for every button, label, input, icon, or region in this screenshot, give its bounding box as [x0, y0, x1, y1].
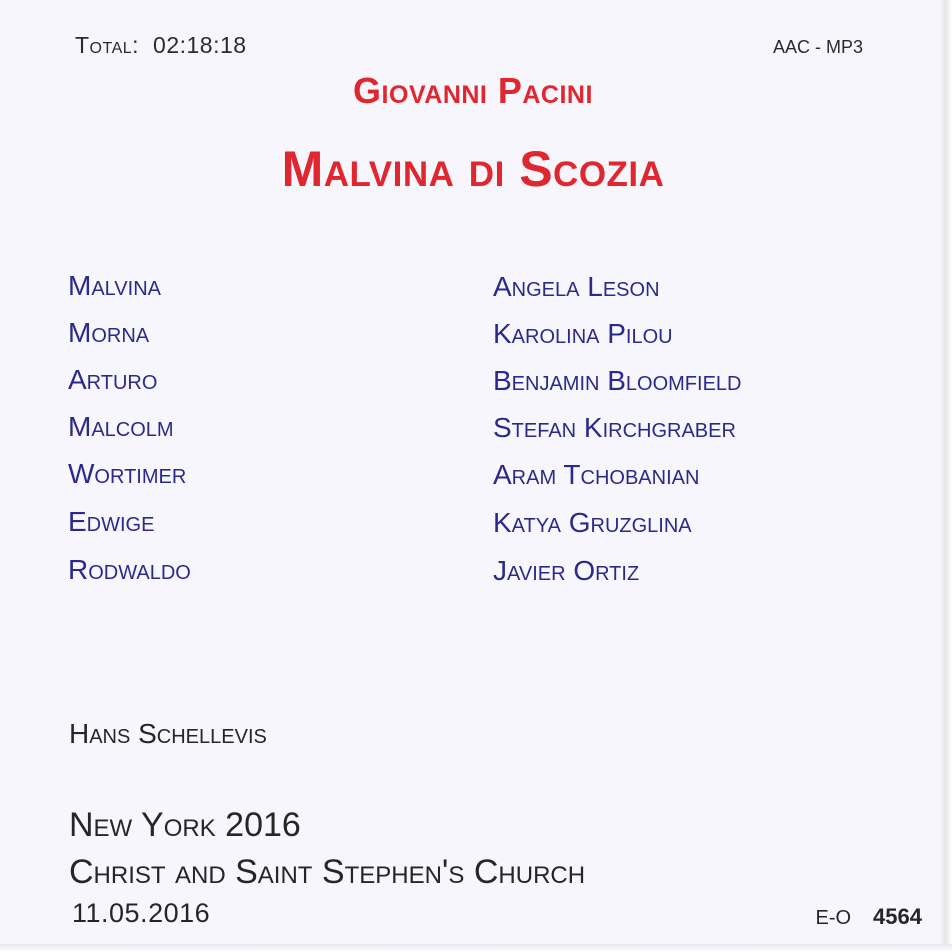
- performance-venue: Christ and Saint Stephen's Church: [69, 853, 586, 891]
- cast-role: Rodwaldo: [68, 554, 191, 585]
- cast-singer: Katya Gruzglina: [493, 507, 692, 538]
- cast-singer: Stefan Kirchgraber: [493, 412, 736, 443]
- performance-location: New York 2016: [69, 806, 301, 844]
- cast-role: Edwige: [68, 506, 155, 537]
- cast-singer: Aram Tchobanian: [493, 459, 700, 490]
- conductor-name: Hans Schellevis: [69, 718, 267, 749]
- total-duration: [75, 32, 247, 59]
- performance-date: 11.05.2016: [72, 898, 211, 928]
- audio-format: AAC - MP3: [772, 37, 863, 57]
- cast-singer: Javier Ortiz: [493, 555, 640, 586]
- catalog-id: 4564: [873, 904, 922, 929]
- catalog-prefix: E-O: [815, 907, 852, 929]
- opera-title: Malvina di Scozia: [281, 141, 665, 197]
- catalog-number: [815, 904, 922, 930]
- composer-name: Giovanni Pacini: [353, 70, 593, 111]
- cast-singer: Angela Leson: [493, 271, 660, 302]
- cast-role: Morna: [68, 317, 150, 348]
- cast-singer: Karolina Pilou: [493, 318, 673, 349]
- scan-edge-bottom: [0, 944, 952, 952]
- cast-singer: Benjamin Bloomfield: [493, 365, 742, 396]
- total-label: Total:: [75, 32, 140, 58]
- total-value: 02:18:18: [153, 32, 247, 58]
- cast-role: Arturo: [68, 364, 158, 395]
- cast-role: Malcolm: [68, 411, 174, 442]
- cast-role: Malvina: [68, 270, 161, 301]
- cast-role: Wortimer: [68, 458, 187, 489]
- scan-edge-right: [940, 0, 952, 952]
